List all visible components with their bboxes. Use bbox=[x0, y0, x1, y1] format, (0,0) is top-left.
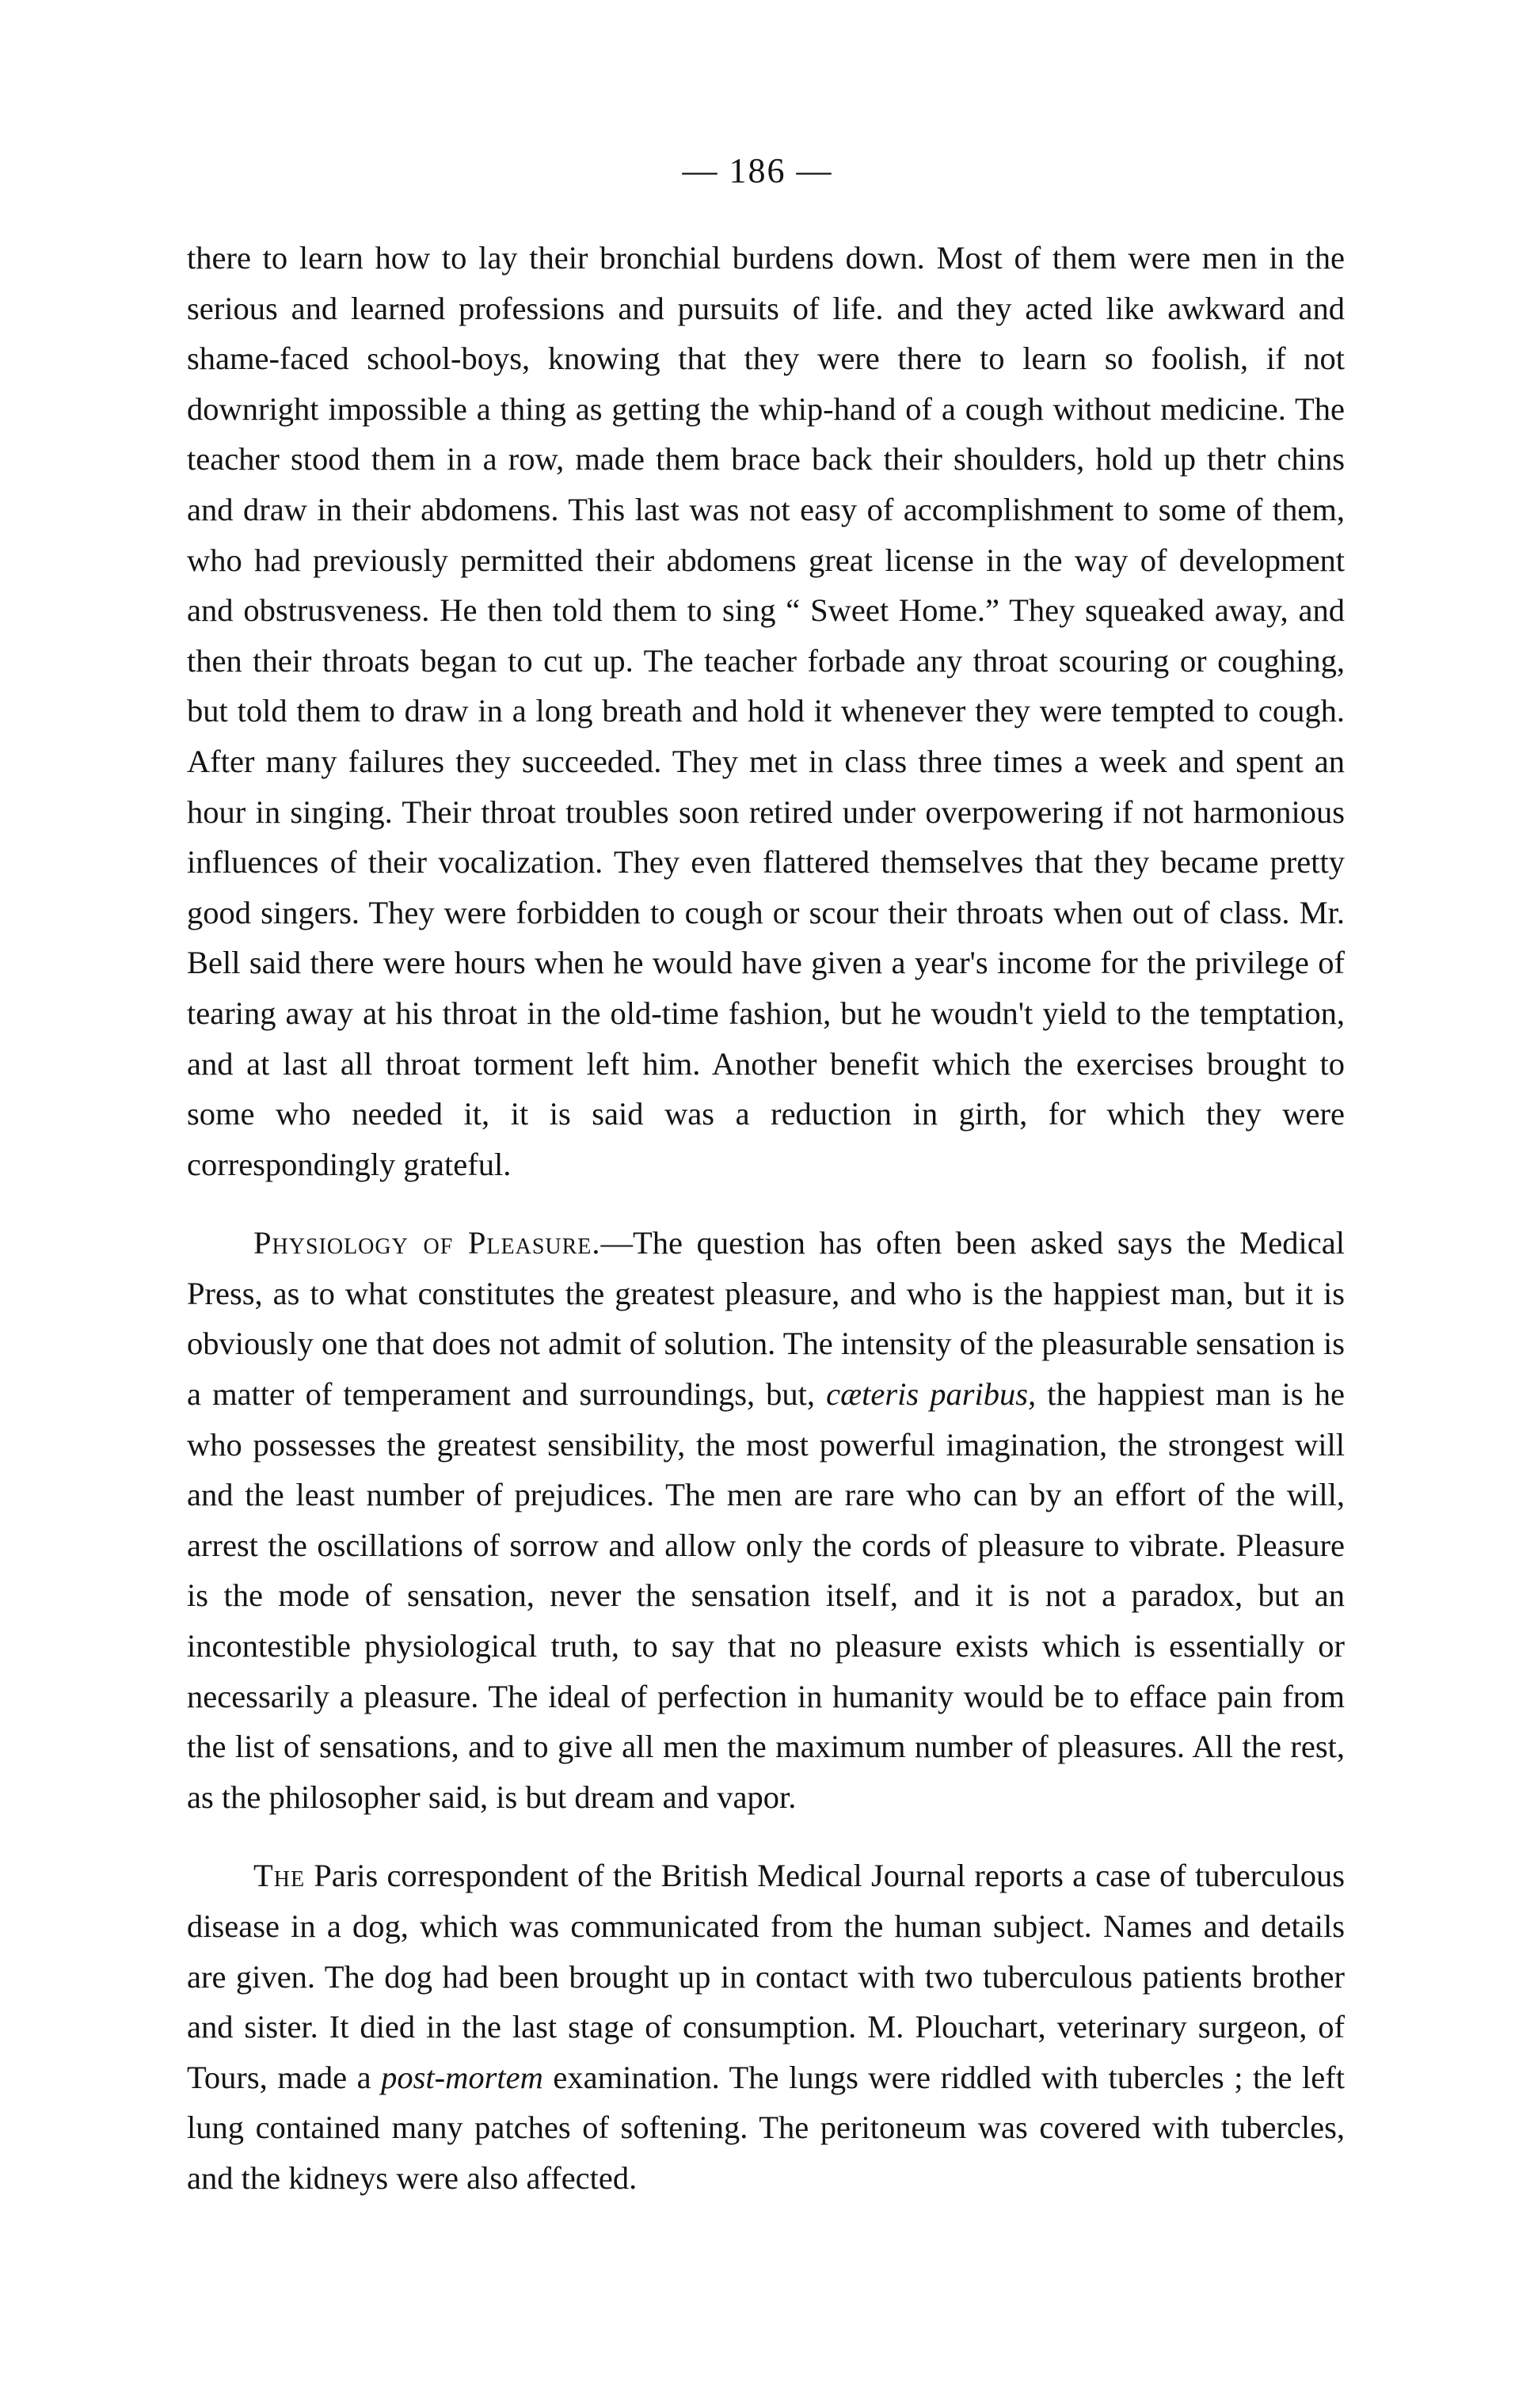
latin-phrase: cæteris paribus, bbox=[826, 1376, 1037, 1413]
paragraph-physiology-of-pleasure bbox=[187, 1218, 1345, 1822]
paragraph-breathing-class bbox=[187, 233, 1345, 1189]
paragraph-text: the happiest man is he who possesses the greatest sensibility, the most powerful imagination, the strongest will and the least number of prejudices. The men are rare who can by an effort of the will, arrest the oscillations of sorrow and allow only the cords of pleasure to vibrate. Pleasure is the mode of sensation, never the sensation itself, and it is not a paradox, but an incontestible physiological truth, to say that no pleasure exists which is essentially or necessarily a pleasure. The ideal of perfection in humanity would be to efface pain from the list of sensations, and to give all men the maximum number of pleasures. All the rest, as the philosopher said, is but dream and vapor. bbox=[187, 1376, 1345, 1815]
page-number: — 186 — bbox=[682, 151, 833, 190]
paragraph-text: there to learn how to lay their bronchial burdens down. Most of them were men in the serious and learned professions and pursuits of life. and they acted like awkward and shame-faced school-boys, knowing that they were there to learn so foolish, if not downright impossible a thing as getting the whip-hand of a cough without medicine. The teacher stood them in a row, made them brace back their shoulders, hold up thetr chins and draw in their abdomens. This last was not easy of accomplishment to some of them, who had previously permitted their abdomens great license in the way of development and obstrusveness. He then told them to sing “ Sweet Home.” They squeaked away, and then their throats began to cut up. The teacher forbade any throat scouring or coughing, but told them to draw in a long breath and hold it whenever they were tempted to cough. After many failures they succeeded. They met in class three times a week and spent an hour in singing. Their throat troubles soon retired under overpowering if not harmonious influences of their vocalization. They even flattered themselves that they became pretty good singers. They were forbidden to cough or scour their throats when out of class. Mr. Bell said there were hours when he would have given a year's income for the privilege of tearing away at his throat in the old-time fashion, but he woudn't yield to the temptation, and at last all throat torment left him. Another benefit which the exercises brought to some who needed it, it is said was a reduction in girth, for which they were correspondingly grateful. bbox=[187, 240, 1345, 1182]
paragraph-text: —The question has often been asked says the Medical Press, as to what constitutes the greatest pleasure, and who is the happiest man, but it is obviously one that does not admit of solution. The intensity of the pleasurable sensation is a matter of temperament and surroundings, but, bbox=[187, 1225, 1345, 1413]
paragraph-text: Paris correspondent of the British Medical Journal reports a case of tuberculous disease in a dog, which was communicated from the human subject. Names and details are given. The dog had been brought up in contact with two tuberculous patients brother and sister. It died in the last stage of consumption. M. Plouchart, veterinary surgeon, of Tours, made a bbox=[187, 1858, 1345, 2095]
latin-phrase: post-mortem bbox=[381, 2059, 543, 2095]
paragraph-text: examination. The lungs were riddled with tubercles ; the left lung contained many patches of softening. The peritoneum was covered with tubercles, and the kidneys were also affected. bbox=[187, 2059, 1345, 2196]
paragraph-tuberculous-dog bbox=[187, 1851, 1345, 2203]
text-column bbox=[187, 233, 1345, 2204]
section-heading: Physiology of Pleasure. bbox=[253, 1225, 601, 1261]
lead-word: The bbox=[253, 1858, 306, 1894]
